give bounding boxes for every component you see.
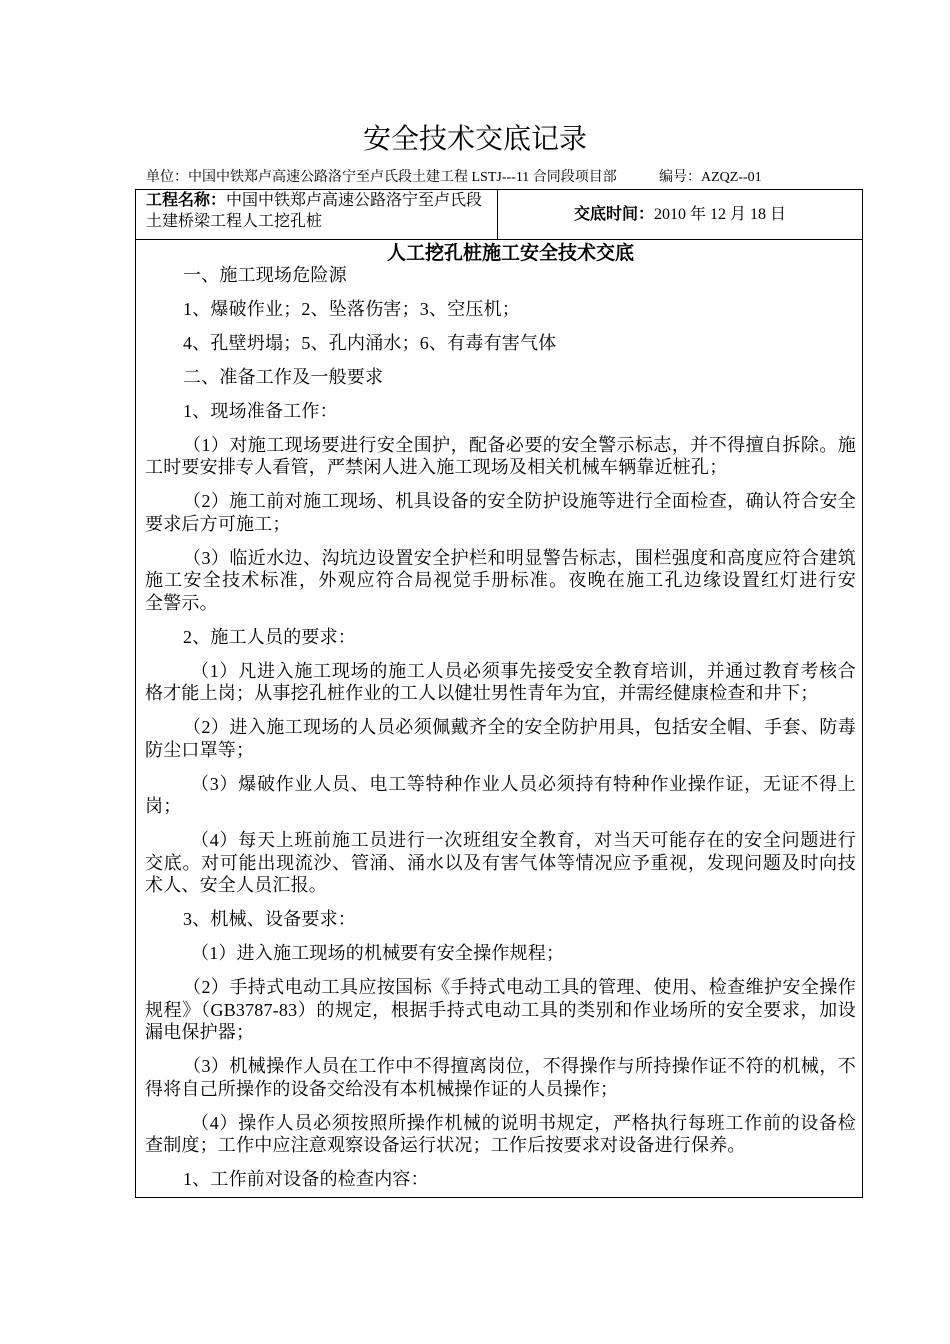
- paragraph-line: （3）临近水边、沟坑边设置安全护栏和明显警告标志，围栏强度和高度应符合建筑: [183, 547, 856, 568]
- paragraph-line: （3）机械操作人员在工作中不得擅离岗位，不得操作与所持操作证不符的机械，不: [183, 1056, 856, 1076]
- subsection-personnel: [145, 626, 856, 649]
- paragraph-line: （4）每天上班前施工员进行一次班组安全教育，对当天可能存在的安全问题进行: [191, 830, 856, 850]
- paragraph-line: （1）进入施工现场的机械要有安全操作规程；: [191, 943, 565, 963]
- paragraph-line: 防尘口罩等；: [145, 739, 255, 760]
- paragraph-line: 1、工作前对设备的检查内容：: [183, 1169, 429, 1189]
- subsection-site-preparation: [145, 400, 856, 423]
- paragraph-line: 交底。对可能出现流沙、管涌、涌水以及有害气体等情况应予重视，发现问题及时向技: [145, 852, 856, 873]
- paragraph: [145, 332, 856, 355]
- project-name-cell: [136, 190, 498, 239]
- paragraph: [145, 829, 856, 897]
- project-name: 中国中铁郑卢高速公路洛宁至卢氏段土建桥梁工程人工挖孔桩: [146, 192, 483, 230]
- paragraph-line: 查制度；工作中应注意观察设备运行状况；工作后按要求对设备进行保养。: [145, 1135, 746, 1155]
- paragraph-line: 一、施工现场危险源: [183, 264, 347, 285]
- paragraph-line: （2）施工前对施工现场、机具设备的安全防护设施等进行全面检查，确认符合安全: [183, 491, 856, 511]
- document-subheader: [146, 170, 846, 186]
- date-value: 2010 年 12 月 18 日: [654, 205, 787, 223]
- paragraph: [145, 773, 856, 818]
- paragraph-line: 二、准备工作及一般要求: [183, 366, 384, 387]
- subsection-machinery: [145, 908, 856, 931]
- section-heading-preparation: [145, 366, 856, 389]
- paragraph-line: （4）操作人员必须按照所操作机械的说明书规定，严格执行每班工作前的设备检: [191, 1112, 856, 1133]
- paragraph: [145, 434, 856, 479]
- paragraph-line: 3、机械、设备要求：: [183, 909, 356, 929]
- paragraph-line: （1）凡进入施工现场的施工人员必须事先接受安全教育培训，并通过教育考核合: [191, 660, 856, 681]
- paragraph-line: （3）爆破作业人员、电工等特种作业人员必须持有特种作业操作证，无证不得上: [191, 773, 856, 794]
- paragraph: [145, 976, 856, 1044]
- serial-number: 编号：AZQZ--01: [659, 170, 762, 185]
- paragraph-line: （2）手持式电动工具应按国标《手持式电动工具的管理、使用、检查维护安全操作: [183, 977, 856, 997]
- date-cell: [498, 190, 862, 239]
- section-heading-hazards: [145, 264, 856, 287]
- unit-text: 单位：中国中铁郑卢高速公路洛宁至卢氏段土建工程 LSTJ---11 合同段项目部: [146, 170, 617, 185]
- paragraph: [145, 547, 856, 615]
- subsection-pre-work-inspection: [145, 1168, 856, 1191]
- paragraph-line: （1）对施工现场要进行安全围护，配备必要的安全警示标志，并不得擅自拆除。施: [183, 434, 856, 455]
- paragraph-line: 施工安全技术标准，外观应符合局视觉手册标准。夜晚在施工孔边缘设置红灯进行安: [145, 570, 856, 590]
- content-cell: [136, 240, 862, 1197]
- paragraph-line: （2）进入施工现场的人员必须佩戴齐全的安全防护用具，包括安全帽、手套、防毒: [183, 717, 856, 737]
- paragraph: [145, 1055, 856, 1100]
- paragraph-line: 漏电保护器；: [145, 1022, 255, 1042]
- paragraph: [145, 1112, 856, 1157]
- paragraph-line: 1、现场准备工作：: [183, 400, 338, 421]
- paragraph-line: 得将自己所操作的设备交给没有本机械操作证的人员操作；: [145, 1078, 619, 1099]
- info-row: [136, 190, 862, 240]
- paragraph-line: 1、爆破作业；2、坠落伤害；3、空压机；: [183, 298, 520, 319]
- paragraph: [145, 298, 856, 321]
- paragraph: [145, 942, 856, 965]
- paragraph-line: 岗；: [145, 796, 182, 816]
- paragraph-line: 工时要安排专人看管，严禁闲人进入施工现场及相关机械车辆靠近桩孔；: [145, 457, 728, 477]
- paragraph-line: 术人、安全人员汇报。: [145, 875, 327, 895]
- paragraph: [145, 490, 856, 535]
- record-table: [135, 189, 863, 1198]
- date-label: 交底时间：: [573, 205, 654, 223]
- paragraph: [145, 716, 856, 761]
- paragraph-line: 规程》（GB3787-83）的规定，根据手持式电动工具的类别和作业场所的安全要求，加设: [145, 999, 856, 1020]
- paragraph-line: 要求后方可施工；: [145, 513, 291, 534]
- paragraph-line: 全警示。: [145, 592, 218, 613]
- paragraph: [145, 660, 856, 705]
- project-label: 工程名称：: [146, 192, 227, 209]
- content-heading: 人工挖孔桩施工安全技术交底: [386, 242, 634, 264]
- paragraph-line: 4、孔壁坍塌；5、孔内涌水；6、有毒有害气体: [183, 332, 557, 353]
- document-title: 安全技术交底记录: [362, 124, 587, 155]
- paragraph-line: 格才能上岗；从事挖孔桩作业的工人以健壮男性青年为宜，并需经健康检查和井下；: [145, 683, 819, 703]
- paragraph-line: 2、施工人员的要求：: [183, 626, 356, 647]
